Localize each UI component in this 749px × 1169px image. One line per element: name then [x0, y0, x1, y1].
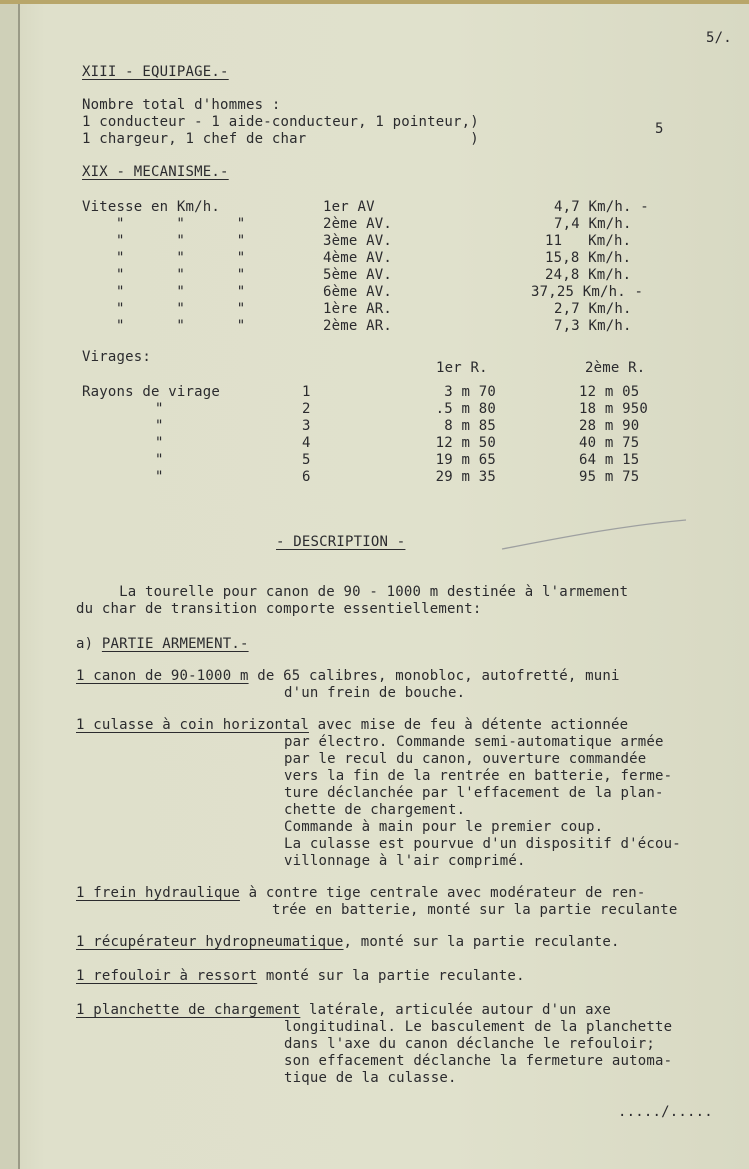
item-line: ture déclanchée par l'effacement de la plan-	[284, 785, 664, 801]
gear-label: 2ème AR.	[323, 318, 393, 334]
turn-radius-1: 3 m 70	[444, 384, 496, 400]
turns-col-2: 2ème R.	[585, 360, 646, 376]
ditto-marks: " " "	[116, 318, 246, 334]
ditto-marks: " " "	[116, 301, 246, 317]
speed-value: 7,3 Km/h.	[554, 318, 632, 334]
item-text: de 65 calibres, monobloc, autofretté, muni	[248, 668, 620, 684]
item-text: latérale, articulée autour d'un axe	[300, 1002, 611, 1018]
turn-index: 1	[302, 384, 311, 400]
section-title: PARTIE ARMEMENT.-	[101, 636, 249, 652]
item-text: , monté sur la partie reculante.	[343, 934, 620, 950]
item-term: 1 planchette de chargement	[76, 1002, 301, 1018]
item-line: dans l'axe du canon déclanche le refouloir;	[284, 1036, 656, 1052]
margin-line	[18, 0, 20, 1169]
item-line: Commande à main pour le premier coup.	[284, 819, 604, 835]
item-line: longitudinal. Le basculement de la planchette	[284, 1019, 673, 1035]
ditto-marks: " " "	[116, 250, 246, 266]
turn-index: 3	[302, 418, 311, 434]
gear-label: 1ère AR.	[323, 301, 393, 317]
item-term: 1 frein hydraulique	[76, 885, 240, 901]
item-term: 1 refouloir à ressort	[76, 968, 258, 984]
ditto-mark: "	[155, 469, 164, 485]
turn-radius-2: 95 m 75	[579, 469, 640, 485]
speed-value: 11 Km/h.	[545, 233, 632, 249]
gear-label: 4ème AV.	[323, 250, 393, 266]
item-first-line	[76, 717, 628, 734]
item-line: vers la fin de la rentrée en batterie, ferme-	[284, 768, 673, 784]
mechanism-heading: XIX - MECANISME.-	[82, 164, 229, 180]
turns-col-1: 1er R.	[436, 360, 488, 376]
item-first-line	[76, 968, 525, 985]
speed-label: Vitesse en Km/h.	[82, 199, 221, 215]
gear-label: 6ème AV.	[323, 284, 393, 300]
ditto-marks: " " "	[116, 233, 246, 249]
gear-label: 5ème AV.	[323, 267, 393, 283]
ditto-marks: " " "	[116, 267, 246, 283]
turn-radius-1: 29 m 35	[435, 469, 496, 485]
ditto-marks: " " "	[116, 284, 246, 300]
turn-index: 4	[302, 435, 311, 451]
turn-radius-1: 19 m 65	[435, 452, 496, 468]
item-first-line	[76, 1002, 611, 1019]
ditto-marks: " " "	[116, 216, 246, 232]
turn-index: 2	[302, 401, 311, 417]
item-first-line	[76, 885, 646, 902]
turn-radius-2: 12 m 05	[579, 384, 640, 400]
section-a	[76, 636, 249, 653]
item-term: 1 récupérateur hydropneumatique	[76, 934, 344, 950]
intro-line: du char de transition comporte essentiellement:	[76, 601, 482, 617]
item-first-line	[76, 934, 620, 951]
gear-label: 1er AV	[323, 199, 375, 215]
turn-radius-2: 40 m 75	[579, 435, 640, 451]
turn-radius-2: 18 m 950	[579, 401, 649, 417]
item-first-line	[76, 668, 620, 685]
speed-value: 4,7 Km/h. -	[554, 199, 649, 215]
item-line: trée en batterie, monté sur la partie reculante	[272, 902, 678, 918]
speed-value: 37,25 Km/h. -	[531, 284, 644, 300]
item-line: par électro. Commande semi-automatique armée	[284, 734, 664, 750]
speed-value: 15,8 Km/h.	[545, 250, 632, 266]
crew-line: 1 chargeur, 1 chef de char )	[82, 131, 479, 147]
crew-line: 1 conducteur - 1 aide-conducteur, 1 pointeur,)	[82, 114, 479, 130]
turn-index: 6	[302, 469, 311, 485]
speed-value: 2,7 Km/h.	[554, 301, 632, 317]
section-prefix: a)	[76, 636, 102, 652]
ditto-mark: "	[155, 435, 164, 451]
turn-radius-2: 64 m 15	[579, 452, 640, 468]
speed-value: 24,8 Km/h.	[545, 267, 632, 283]
item-term: 1 culasse à coin horizontal	[76, 717, 309, 733]
item-line: villonnage à l'air comprimé.	[284, 853, 526, 869]
turns-label: Virages:	[82, 349, 152, 365]
item-line: La culasse est pourvue d'un dispositif d'écou-	[284, 836, 681, 852]
radius-label: Rayons de virage	[82, 384, 221, 400]
speed-value: 7,4 Km/h.	[554, 216, 632, 232]
binding-margin	[0, 0, 18, 1169]
description-heading: - DESCRIPTION -	[276, 534, 406, 550]
ditto-mark: "	[155, 452, 164, 468]
crew-line: Nombre total d'hommes :	[82, 97, 281, 113]
gear-label: 2ème AV.	[323, 216, 393, 232]
page-number: 5/.	[706, 30, 732, 46]
pencil-stroke	[500, 516, 690, 552]
top-edge	[0, 0, 749, 4]
item-line: chette de chargement.	[284, 802, 466, 818]
crew-total: 5	[655, 121, 664, 137]
turn-radius-1: 12 m 50	[435, 435, 496, 451]
item-text: avec mise de feu à détente actionnée	[308, 717, 629, 733]
ditto-mark: "	[155, 401, 164, 417]
turn-radius-2: 28 m 90	[579, 418, 640, 434]
intro-line: La tourelle pour canon de 90 - 1000 m destinée à l'armement	[76, 584, 629, 600]
turn-index: 5	[302, 452, 311, 468]
item-line: d'un frein de bouche.	[284, 685, 466, 701]
turn-radius-1: 8 m 85	[444, 418, 496, 434]
ditto-mark: "	[155, 418, 164, 434]
turn-radius-1: .5 m 80	[435, 401, 496, 417]
crew-heading: XIII - EQUIPAGE.-	[82, 64, 229, 80]
item-line: son effacement déclanche la fermeture automa-	[284, 1053, 673, 1069]
item-line: tique de la culasse.	[284, 1070, 457, 1086]
item-term: 1 canon de 90-1000 m	[76, 668, 249, 684]
continuation-mark: ...../.....	[618, 1104, 713, 1120]
item-text: monté sur la partie reculante.	[257, 968, 525, 984]
item-line: par le recul du canon, ouverture commandée	[284, 751, 647, 767]
item-text: à contre tige centrale avec modérateur de ren-	[239, 885, 646, 901]
gear-label: 3ème AV.	[323, 233, 393, 249]
